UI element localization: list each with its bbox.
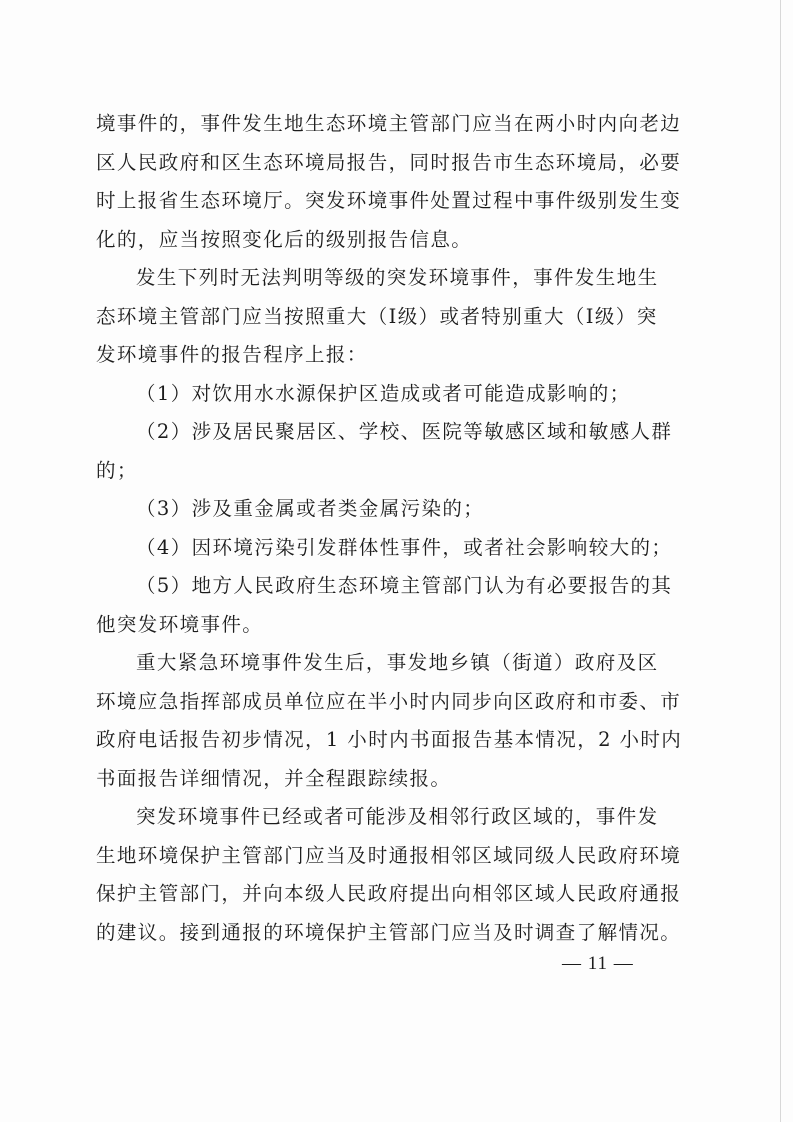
list-item-1: （1）对饮用水水源保护区造成或者可能造成影响的；: [136, 381, 631, 405]
list-item-3: （3）涉及重金属或者类金属污染的；: [136, 497, 485, 520]
page-number: — 11 —: [562, 953, 634, 974]
list-item-4: （4）因环境污染引发群体性事件，或者社会影响较大的；: [136, 535, 673, 559]
body-text: [96, 105, 683, 952]
text-line: 的建议。接到通报的环境保护主管部门应当及时调查了解情况。: [96, 920, 682, 944]
list-item-5: （5）地方人民政府生态环境主管部门认为有必要报告的其: [136, 574, 673, 597]
text-line: 他突发环境事件。: [96, 612, 264, 636]
text-line: 保护主管部门，并向本级人民政府提出向相邻区域人民政府通报: [96, 882, 682, 905]
text-line: 环境应急指挥部成员单位应在半小时内同步向区政府和市委、市: [96, 689, 682, 713]
text-line: 的；: [96, 458, 138, 482]
text-line: 时上报省生态环境厅。突发环境事件处置过程中事件级别发生变: [96, 189, 682, 212]
text-line: 重大紧急环境事件发生后，事发地乡镇（街道）政府及区: [136, 651, 659, 674]
text-line: 化的，应当按照变化后的级别报告信息。: [96, 227, 473, 251]
text-line: 态环境主管部门应当按照重大（Ⅰ级）或者特别重大（Ⅰ级）突: [96, 304, 658, 328]
text-line: 发环境事件的报告程序上报：: [96, 343, 368, 366]
text-line: 生地环境保护主管部门应当及时通报相邻区域同级人民政府环境: [96, 843, 682, 867]
text-line: 突发环境事件已经或者可能涉及相邻行政区域的，事件发: [136, 805, 659, 828]
scan-edge-line: [780, 0, 781, 1122]
text-line: 书面报告详细情况，并全程跟踪续报。: [96, 766, 452, 790]
text-line: 区人民政府和区生态环境局报告，同时报告市生态环境局，必要: [96, 150, 682, 174]
list-item-2: （2）涉及居民聚居区、学校、医院等敏感区域和敏感人群: [136, 420, 673, 443]
text-line: 政府电话报告初步情况，1 小时内书面报告基本情况，2 小时内: [96, 728, 683, 751]
text-line: 境事件的，事件发生地生态环境主管部门应当在两小时内向老边: [96, 112, 682, 135]
text-line: 发生下列时无法判明等级的突发环境事件，事件发生地生: [136, 266, 659, 289]
